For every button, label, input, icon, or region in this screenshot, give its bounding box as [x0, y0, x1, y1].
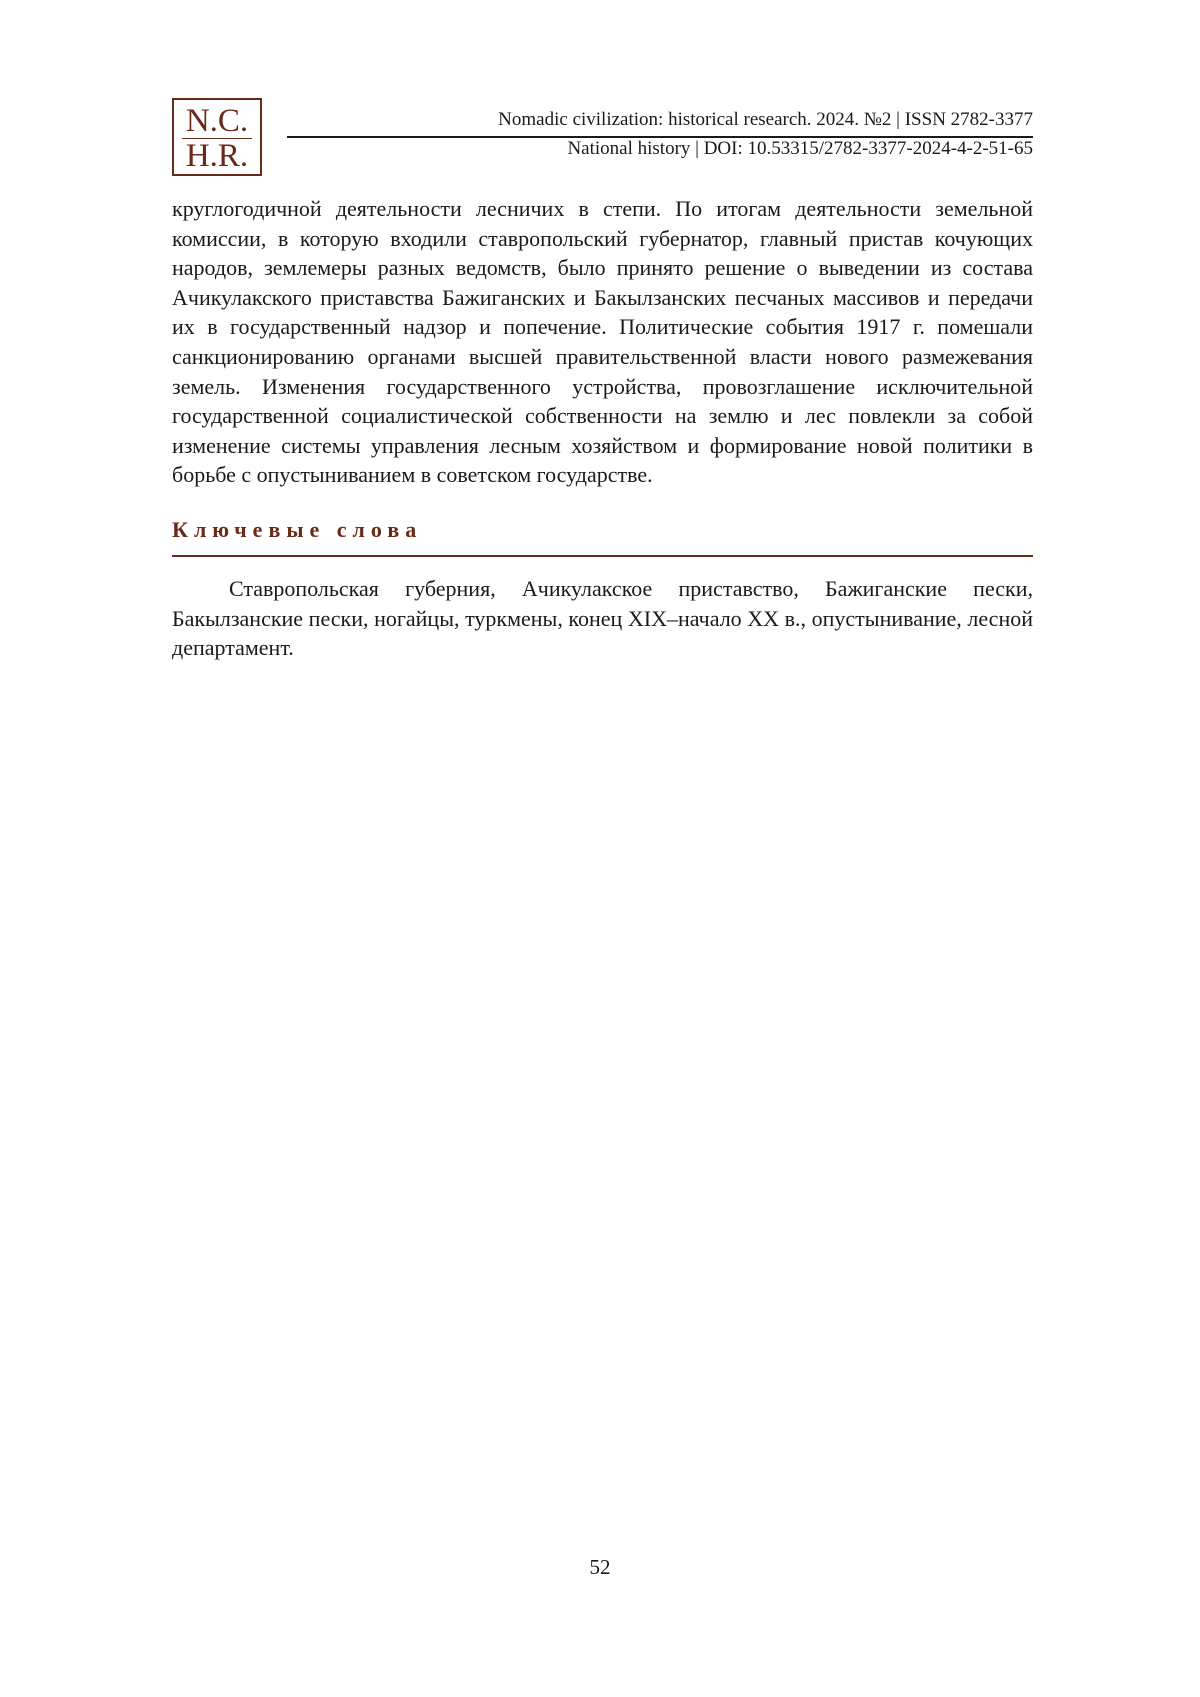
keywords-text: Ставропольская губерния, Ачикулакское приставство, Бажиганские пески, Бакылзанские пески, ногайцы, туркмены, конец XIX–начало XX в., опустынивание, лесной департамент.	[172, 576, 1033, 661]
keywords-heading: Ключевые слова	[172, 517, 423, 542]
body-paragraph: круглогодичной деятельности лесничих в степи. По итогам деятельности земельной комиссии, в которую входили ставропольский губернатор, главный пристав кочующих народов, землемеры разных ведомств, было принято решение о выведении из состава Ачикулакского приставства Бажиганских и Бакылзанских песчаных массивов и передачи их в государственный надзор и попечение. Политические события 1917 г. помешали санкционированию органами высшей правительственной власти нового размежевания земель. Изменения государственного устройства, провозглашение исключительной государственной социалистической собственности на землю и лес повлекли за собой изменение системы управления лесным хозяйством и формирование новой политики в борьбе с опустыниванием в советском государстве.	[172, 196, 1033, 488]
page-number: 52	[589, 1555, 611, 1579]
keywords-divider	[172, 555, 1033, 557]
logo-line-1: N.C.	[185, 103, 249, 139]
journal-info: Nomadic civilization: historical research. 2024. №2 | ISSN 2782-3377	[498, 109, 1033, 130]
logo-line-2: H.R.	[182, 138, 252, 173]
section-doi-info: National history | DOI: 10.53315/2782-3377-2024-4-2-51-65	[567, 138, 1033, 159]
journal-logo	[172, 98, 262, 176]
